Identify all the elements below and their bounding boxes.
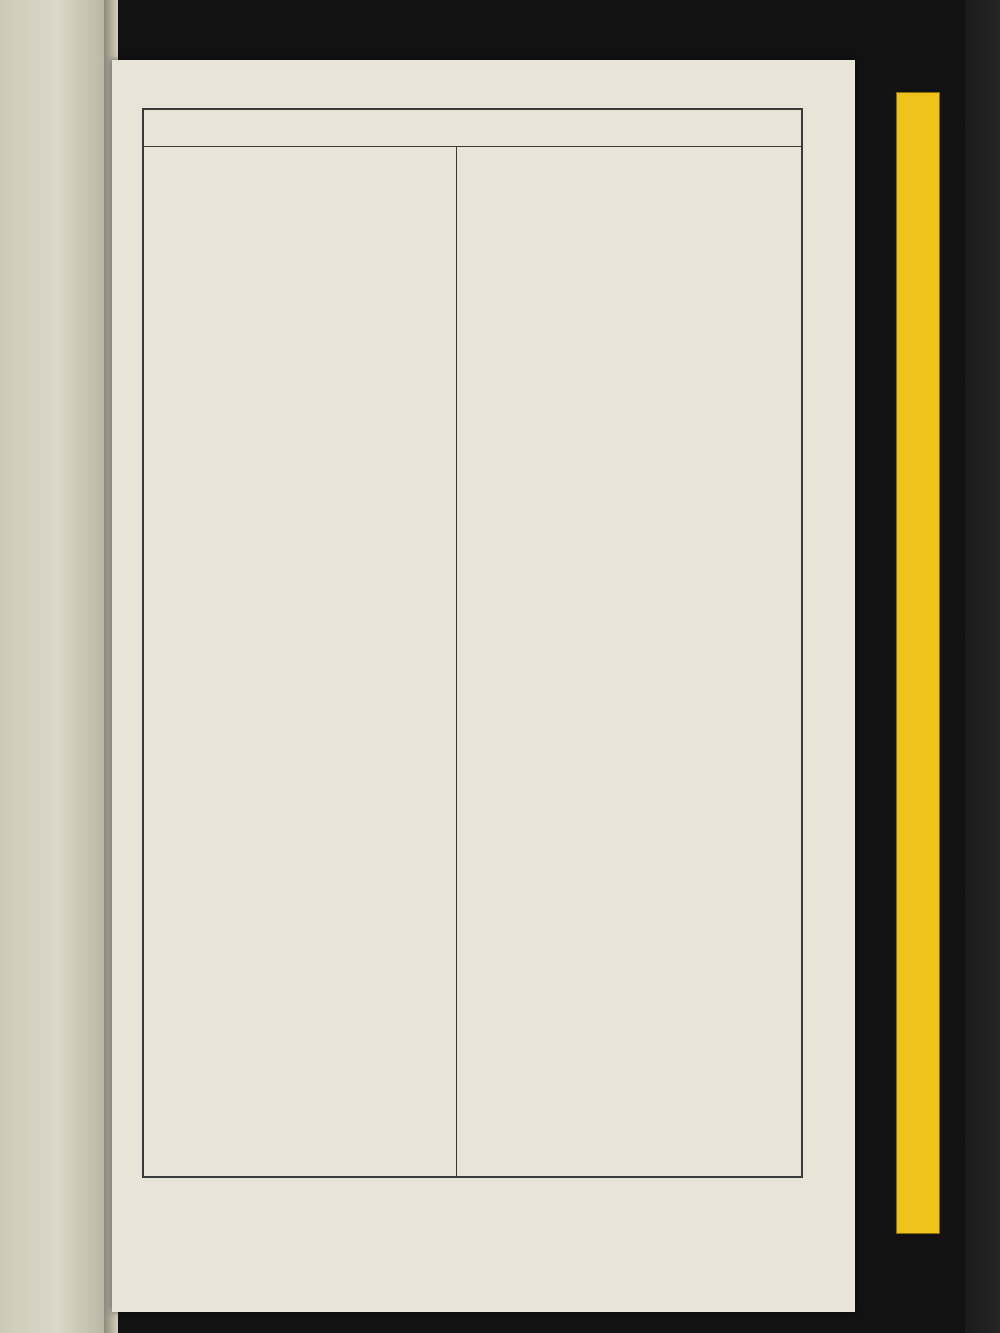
frame-left-rule — [142, 108, 144, 1178]
book-page — [112, 60, 855, 1312]
measuring-ruler — [896, 92, 940, 1234]
facing-left-page — [0, 0, 104, 1333]
frame-header-rule — [142, 146, 803, 147]
frame-top-rule — [142, 108, 803, 110]
column-divider — [456, 146, 457, 1178]
background-mat — [965, 0, 1000, 1333]
frame-bottom-rule — [142, 1176, 803, 1178]
page-frame — [142, 108, 803, 1216]
left-page-running-title — [4, 13, 99, 26]
frame-right-rule — [801, 108, 803, 1178]
